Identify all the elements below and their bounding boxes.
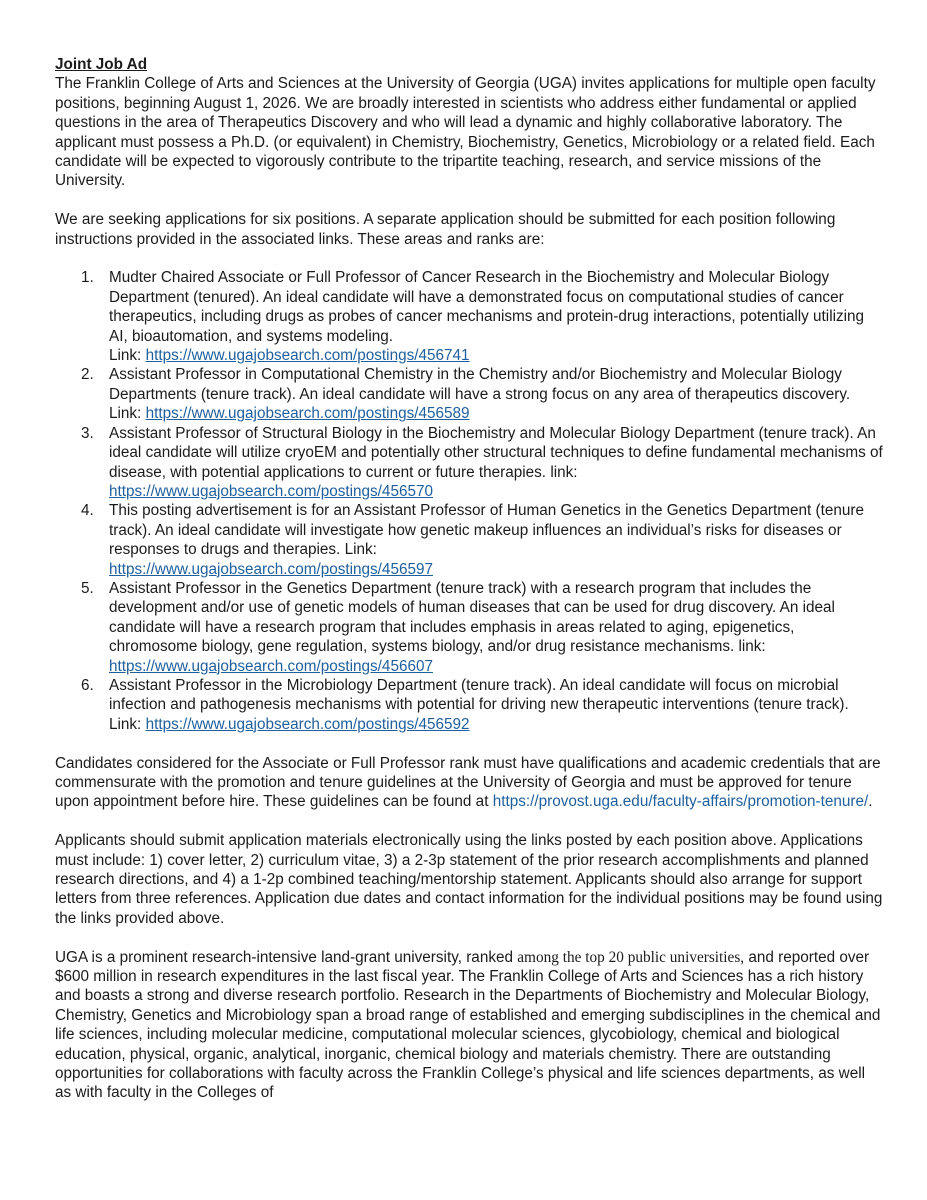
uga-text-a: UGA is a prominent research-intensive land-grant university, ranked (55, 948, 513, 966)
position-description: Assistant Professor in Computational Chemistry in the Chemistry and/or Biochemistry and Molecular Biology Departments (tenure track). An ideal candidate will have a strong focus on any area of therapeutics discovery. (109, 366, 851, 403)
position-description: This posting advertisement is for an Assistant Professor of Human Genetics in the Genetics Department (tenure track). An ideal candidate will investigate how genetic makeup influences an individual’s risks for diseases or responses to drugs and therapies. (109, 502, 864, 559)
link-label: Link: (344, 541, 377, 559)
posting-link[interactable]: https://www.ugajobsearch.com/postings/456607 (109, 657, 433, 675)
applicants-paragraph: Applicants should submit application materials electronically using the links posted by each position above. Applications must include: 1) cover letter, 2) curriculum vitae, 3) a 2-3p statement of the prior research accomplishments and planned research directions, and 4) a 1-2p combined teaching/mentorship statement. Applicants should also arrange for support letters from three references. Application due dates and contact information for the individual positions may be found using the links provided above. (55, 832, 883, 927)
list-item (55, 501, 885, 579)
position-description: Assistant Professor of Structural Biology in the Biochemistry and Molecular Biology Department (tenure track). An ideal candidate will utilize cryoEM and potentially other structural techniques to define fundamental mechanisms of disease, with potential applications to current or future therapies. (109, 424, 883, 481)
link-label: link: (550, 463, 578, 481)
list-number: 2. (81, 366, 94, 384)
list-item (55, 268, 885, 365)
candidates-text: Candidates considered for the Associate or Full Professor rank must have qualifications and academic credentials that are commensurate with the promotion and tenure guidelines at the University of Georgia and must be approved for tenure upon appointment before hire. These guidelines can be found at (55, 754, 881, 811)
list-item (55, 676, 885, 734)
list-item (55, 424, 885, 502)
list-number: 5. (81, 579, 94, 597)
list-number: 6. (81, 676, 94, 694)
list-item (55, 365, 885, 423)
posting-link[interactable]: https://www.ugajobsearch.com/postings/456592 (145, 715, 470, 733)
position-description: Assistant Professor in the Genetics Department (tenure track) with a research program that includes the development and/or use of genetic models of human diseases that can be used for drug discovery. An ideal candidate will have a research program that includes emphasis in areas related to aging, epigenetics, chromosome biology, gene regulation, systems biology, and/or drug resistance mechanisms. (109, 579, 835, 656)
candidates-paragraph: Candidates considered for the Associate or Full Professor rank must have qualifications and academic credentials that are commensurate with the promotion and tenure guidelines at the University of Georgia and must be approved for tenure upon appointment before hire. These guidelines can be found at https://provost.uga.edu/faculty-affairs/promotion-tenure/. (55, 754, 881, 811)
posting-link[interactable]: https://www.ugajobsearch.com/postings/456589 (145, 405, 470, 423)
positions-list (55, 268, 885, 734)
uga-paragraph (55, 948, 885, 1103)
page-title: Joint Job Ad (55, 56, 148, 73)
uga-ranking-text: among the top 20 public universities, (517, 948, 745, 966)
position-description: Mudter Chaired Associate or Full Professor of Cancer Research in the Biochemistry and Molecular Biology Department (tenured). An ideal candidate will have a demonstrated focus on computational studies of cancer therapeutics, including drugs as probes of cancer mechanisms and protein-drug interactions, potentially utilizing AI, bioautomation, and systems modeling. (109, 269, 865, 345)
list-number: 3. (81, 424, 94, 442)
link-label: Link: (109, 715, 142, 733)
list-item (55, 579, 885, 676)
document-page (55, 55, 885, 1103)
link-label: link: (738, 638, 766, 656)
posting-link[interactable]: https://www.ugajobsearch.com/postings/456570 (109, 482, 433, 500)
link-label: Link: (109, 405, 142, 423)
posting-link[interactable]: https://www.ugajobsearch.com/postings/456597 (109, 560, 433, 578)
position-description: Assistant Professor in the Microbiology Department (tenure track). An ideal candidate will focus on microbial infection and pathogenesis mechanisms with potential for driving new therapeutic interventions (tenure track). (109, 676, 849, 714)
provost-link[interactable]: https://provost.uga.edu/faculty-affairs/promotion-tenure/ (492, 793, 869, 811)
posting-link[interactable]: https://www.ugajobsearch.com/postings/456741 (145, 347, 470, 365)
seeking-paragraph: We are seeking applications for six positions. A separate application should be submitted for each position following instructions provided in the associated links. These areas and ranks are: (55, 211, 836, 248)
list-number: 4. (81, 502, 94, 520)
link-label: Link: (109, 347, 142, 365)
intro-paragraph: The Franklin College of Arts and Sciences at the University of Georgia (UGA) invites applications for multiple open faculty positions, beginning August 1, 2026. We are broadly interested in scientists who address either fundamental or applied questions in the area of Therapeutics Discovery and who will lead a dynamic and highly collaborative laboratory. The applicant must possess a Ph.D. (or equivalent) in Chemistry, Biochemistry, Genetics, Microbiology or a related field. Each candidate will be expected to vigorously contribute to the tripartite teaching, research, and service missions of the University. (55, 75, 876, 190)
uga-text-b: and reported over $600 million in research expenditures in the last fiscal year. The Franklin College of Arts and Sciences has a rich history and boasts a strong and diverse research portfolio. Research in the Departments of Biochemistry and Molecular Biology, Chemistry, Genetics and Microbiology span a broad range of established and emerging subdisciplines in the chemical and life sciences, including molecular medicine, computational molecular sciences, glycobiology, chemical and biological education, physical, organic, analytical, inorganic, chemical biology and materials chemistry. There are outstanding opportunities for collaborations with faculty across the Franklin College’s physical and life sciences departments, as well as with faculty in the Colleges of (55, 948, 881, 1102)
list-number: 1. (81, 269, 94, 287)
